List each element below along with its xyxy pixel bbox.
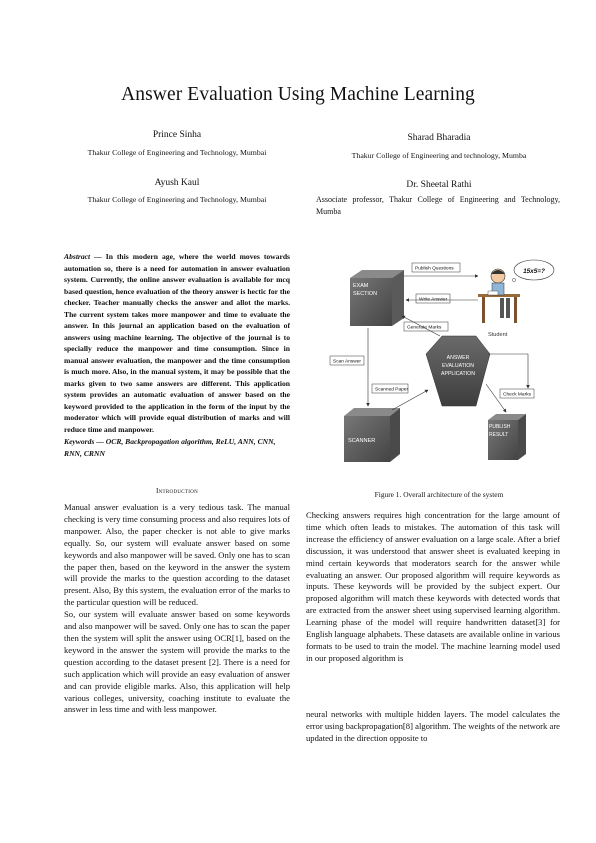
- paper-title: Answer Evaluation Using Machine Learning: [121, 84, 475, 105]
- intro-column: [64, 502, 290, 716]
- check-marks-label: Check Marks: [503, 392, 531, 398]
- publish-result-label: PUBLISH RESULT: [489, 424, 511, 438]
- author-affiliation-1: Thakur College of Engineering and Technology, Mumbai: [87, 148, 267, 157]
- author-affiliation-2: Thakur College of Engineering and technology, Mumba: [351, 151, 527, 160]
- bubble-text: 15x5=?: [523, 268, 545, 275]
- right-column-paragraph-2: neural networks with multiple hidden layers. The model calculates the error using backpropagation[8] algorithm. The weights of the network are updated in the direction opposite to: [306, 709, 560, 743]
- architecture-figure: [328, 254, 560, 476]
- author-affiliation-4: Associate professor, Thakur College of Engineering and Technology, Mumba: [316, 195, 560, 216]
- exam-section-label: EXAM SECTION: [353, 283, 377, 297]
- generate-marks-label: Generate Marks: [407, 325, 442, 331]
- section-heading-introduction: Introduction: [155, 487, 199, 495]
- student-label: Student: [488, 332, 508, 338]
- abstract-text: — In this modern age, where the world moves towards automation so, there is a need for automation in answer evaluation system. Currently, the online answer evaluation is available for mcq based question, hence evaluation of the theory answer is hectic for the checker. Teacher manually checks the answer and allot the marks. The current system takes more manpower and time to evaluate the answer. In this journal an application based on the evaluation of answers using machine learning. The objective of the journal is to specially reduce the manpower and time consumption. Since in manual answer evaluation, the manpower and the time consumption is much more. Also, in the manual system, it may be possible that the marks given to two same answers are different. This application system provides an automatic evaluation of answer based on the keyword provided to the application in the form of the input by the moderator which will provide equal distribution of marks and will reduce time and manpower.: [64, 252, 290, 434]
- scanner-block: [344, 408, 400, 462]
- intro-paragraph-1: Manual answer evaluation is a very tedious task. The manual checking is very time consuming process and also requires lots of manpower. Also, the paper checker is not able to give marks equally. So, our system will evaluate answer based on some keywords and also manpower will be saved. Only one has to scan the paper then, based on the keyword in the answer the system will provide the marks to the question according to the dataset present. Also, By this system, the evaluation error of the marks to the particular question will be reduced.: [64, 502, 290, 608]
- abstract-label: Abstract: [64, 252, 91, 261]
- author-affiliation-3: Thakur College of Engineering and Technology, Mumbai: [87, 195, 267, 204]
- author-name-2: Sharad Bharadia: [407, 133, 471, 143]
- answer-evaluation-label: ANSWER EVALUATION APPLICATION: [441, 355, 475, 377]
- publish-questions-label: Publish Questions: [415, 266, 454, 272]
- figure-caption: Figure 1. Overall architecture of the system: [374, 490, 504, 499]
- keywords: Keywords — OCR, Backpropagation algorithm, ReLU, ANN, CNN, RNN, CRNN: [64, 437, 276, 458]
- write-answer-label: Write Answer: [419, 297, 448, 303]
- scanned-paper-label: Scanned Paper: [375, 387, 409, 393]
- author-name-3: Ayush Kaul: [154, 178, 200, 188]
- intro-paragraph-2: So, our system will evaluate answer based on some keywords and also manpower will be saved. Only one has to scan the paper then the system will split the answer using OCR[1], based on the keyword in the answer the system will provide the marks to the question according to the dataset present [2]. There is a need for such application which will provide an easy evaluation of answer and can provide eligible marks. Also, this application will help various colleges, university, coaching institute to evaluate the answer in less time and with less manpower.: [64, 609, 290, 715]
- author-name-1: Prince Sinha: [152, 130, 202, 140]
- scanner-label: SCANNER: [348, 438, 376, 444]
- author-name-4: Dr. Sheetal Rathi: [406, 180, 472, 190]
- right-column-paragraph-1: Checking answers requires high concentration for the large amount of time which often leads to mistakes. The automation of this task will increase the efficiency of answer evaluation on a large scale. After a brief discussion, it was understood that answer sheet is evaluated keeping in mind certain keywords that moderators search for the answer while evaluating an answer. Our proposed algorithm will require keywords as inputs. These keywords will be provided by the subject expert. Our proposed algorithm will match these keywords with detected words that are extracted from the answer sheet using supervised learning algorithm. Learning phase of the model will require handwritten dataset[3] for English language alphabets. These datasets are available online in various formats to be used to train the model. The machine learning model used in our proposed algorithm is: [306, 510, 560, 663]
- abstract: [64, 251, 290, 435]
- scan-answer-label: Scan Answer: [333, 359, 361, 365]
